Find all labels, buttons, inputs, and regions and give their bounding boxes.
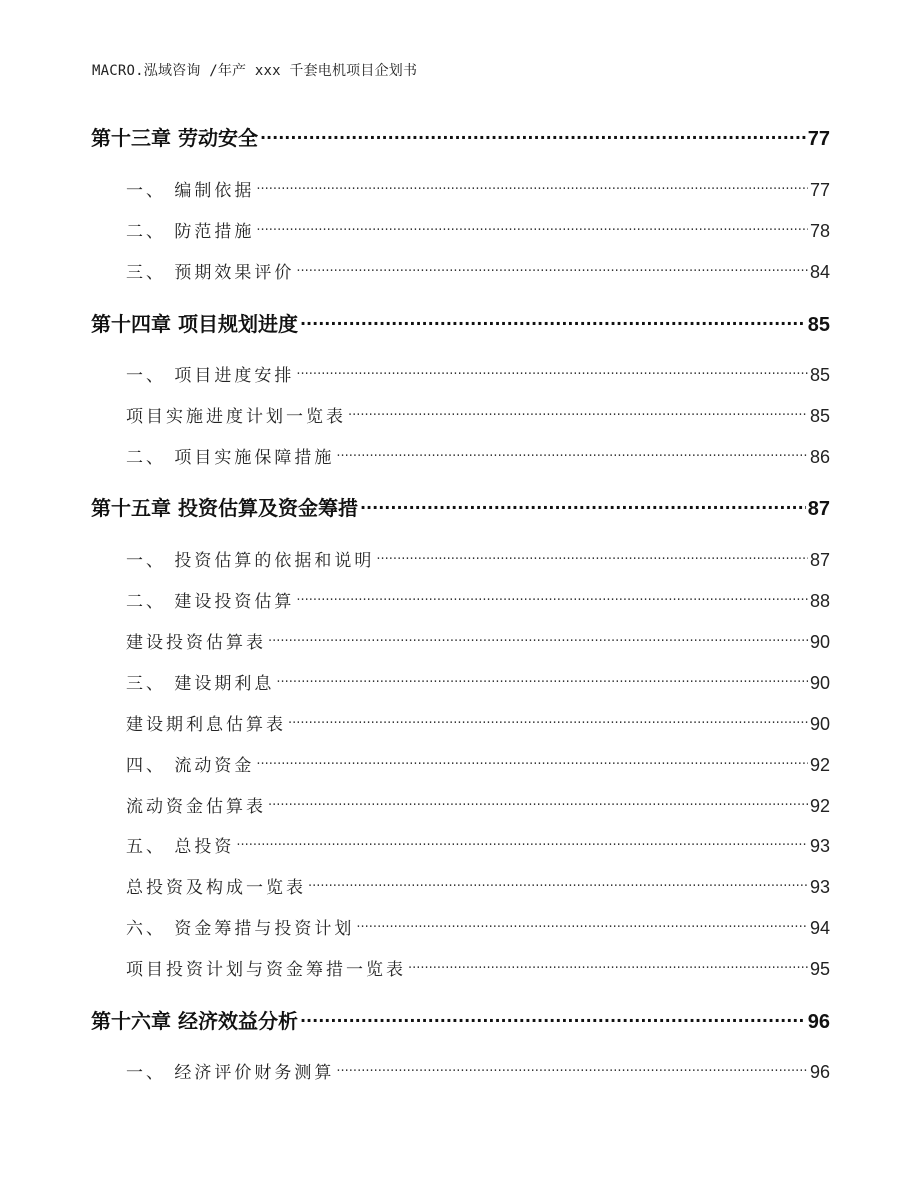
- toc-section[interactable]: [126, 669, 830, 694]
- toc-page-number: 85: [807, 314, 830, 336]
- toc-entry-title: 第十四章 项目规划进度: [91, 312, 298, 336]
- toc-entry-title: 一、 投资估算的依据和说明: [126, 551, 375, 571]
- toc-section[interactable]: [126, 792, 830, 817]
- toc-page-number: 88: [809, 591, 830, 611]
- toc-section[interactable]: [126, 628, 830, 653]
- dot-leader: [256, 220, 808, 237]
- dot-leader: [296, 590, 808, 607]
- toc-section[interactable]: [126, 258, 830, 283]
- toc-section[interactable]: [126, 751, 830, 776]
- toc-entry-title: 一、 项目进度安排: [126, 366, 295, 386]
- toc-section[interactable]: [126, 914, 830, 939]
- toc-page-number: 78: [809, 221, 830, 241]
- toc-page-number: 93: [809, 877, 830, 897]
- toc-section[interactable]: [126, 873, 830, 898]
- toc-section[interactable]: [126, 361, 830, 386]
- toc-section[interactable]: [126, 587, 830, 612]
- dot-leader: [360, 495, 806, 515]
- toc-section[interactable]: [126, 176, 830, 201]
- toc-page-number: 90: [809, 714, 830, 734]
- toc-entry-title: 二、 建设投资估算: [126, 592, 295, 612]
- toc-chapter-13[interactable]: [91, 122, 830, 151]
- dot-leader: [256, 179, 808, 196]
- toc-chapter-14[interactable]: [91, 308, 830, 337]
- dot-leader: [408, 958, 808, 975]
- toc-entry-title: 一、 经济评价财务测算: [126, 1063, 335, 1083]
- toc-page-number: 86: [809, 447, 830, 467]
- dot-leader: [300, 1008, 806, 1028]
- toc-entry-title: 二、 项目实施保障措施: [126, 448, 335, 468]
- toc-page-number: 93: [809, 836, 830, 856]
- toc-section[interactable]: [126, 402, 830, 427]
- dot-leader: [268, 795, 808, 812]
- toc-section[interactable]: [126, 443, 830, 468]
- dot-leader: [260, 125, 806, 145]
- toc-entry-title: 三、 预期效果评价: [126, 263, 295, 283]
- toc-entry-title: 第十五章 投资估算及资金筹措: [91, 496, 358, 520]
- toc-entry-title: 流动资金估算表: [126, 797, 266, 817]
- dot-leader: [268, 631, 808, 648]
- dot-leader: [336, 446, 808, 463]
- dot-leader: [308, 876, 808, 893]
- toc-page-number: 96: [807, 1011, 830, 1033]
- toc-section[interactable]: [126, 546, 830, 571]
- toc-entry-title: 建设投资估算表: [126, 633, 266, 653]
- toc-page-number: 92: [809, 796, 830, 816]
- toc-section[interactable]: [126, 217, 830, 242]
- toc-entry-title: 二、 防范措施: [126, 222, 255, 242]
- toc-entry-title: 三、 建设期利息: [126, 674, 275, 694]
- toc-page-number: 90: [809, 673, 830, 693]
- toc-entry-title: 项目投资计划与资金筹措一览表: [126, 960, 406, 980]
- toc-section[interactable]: [126, 832, 830, 857]
- dot-leader: [300, 311, 806, 331]
- toc-page-number: 87: [809, 550, 830, 570]
- dot-leader: [376, 549, 808, 566]
- toc-entry-title: 总投资及构成一览表: [126, 878, 306, 898]
- toc-page-number: 85: [809, 406, 830, 426]
- toc-page-number: 77: [807, 128, 830, 150]
- dot-leader: [336, 1061, 808, 1078]
- dot-leader: [356, 917, 808, 934]
- dot-leader: [256, 754, 808, 771]
- dot-leader: [288, 713, 808, 730]
- toc-page-number: 77: [809, 180, 830, 200]
- dot-leader: [236, 835, 808, 852]
- toc-page-number: 90: [809, 632, 830, 652]
- dot-leader: [296, 364, 808, 381]
- toc-section[interactable]: [126, 955, 830, 980]
- toc-page-number: 95: [809, 959, 830, 979]
- toc-page-number: 94: [809, 918, 830, 938]
- toc-section[interactable]: [126, 1058, 830, 1083]
- toc-entry-title: 五、 总投资: [126, 837, 235, 857]
- dot-leader: [276, 672, 808, 689]
- running-header: MACRO.泓域咨询 /年产 xxx 千套电机项目企划书: [92, 63, 418, 79]
- dot-leader: [348, 405, 808, 422]
- header-divider: [90, 88, 830, 89]
- toc-page-number: 87: [807, 498, 830, 520]
- toc-page-number: 96: [809, 1062, 830, 1082]
- toc-entry-title: 项目实施进度计划一览表: [126, 407, 346, 427]
- toc-entry-title: 一、 编制依据: [126, 181, 255, 201]
- toc-chapter-16[interactable]: [91, 1005, 830, 1034]
- toc-entry-title: 六、 资金筹措与投资计划: [126, 919, 355, 939]
- toc-chapter-15[interactable]: [91, 492, 830, 521]
- toc-entry-title: 四、 流动资金: [126, 756, 255, 776]
- dot-leader: [296, 261, 808, 278]
- toc-page-number: 84: [809, 262, 830, 282]
- toc-page-number: 85: [809, 365, 830, 385]
- toc-entry-title: 建设期利息估算表: [126, 715, 286, 735]
- toc-entry-title: 第十三章 劳动安全: [91, 126, 258, 150]
- toc-section[interactable]: [126, 710, 830, 735]
- toc-page-number: 92: [809, 755, 830, 775]
- toc-entry-title: 第十六章 经济效益分析: [91, 1009, 298, 1033]
